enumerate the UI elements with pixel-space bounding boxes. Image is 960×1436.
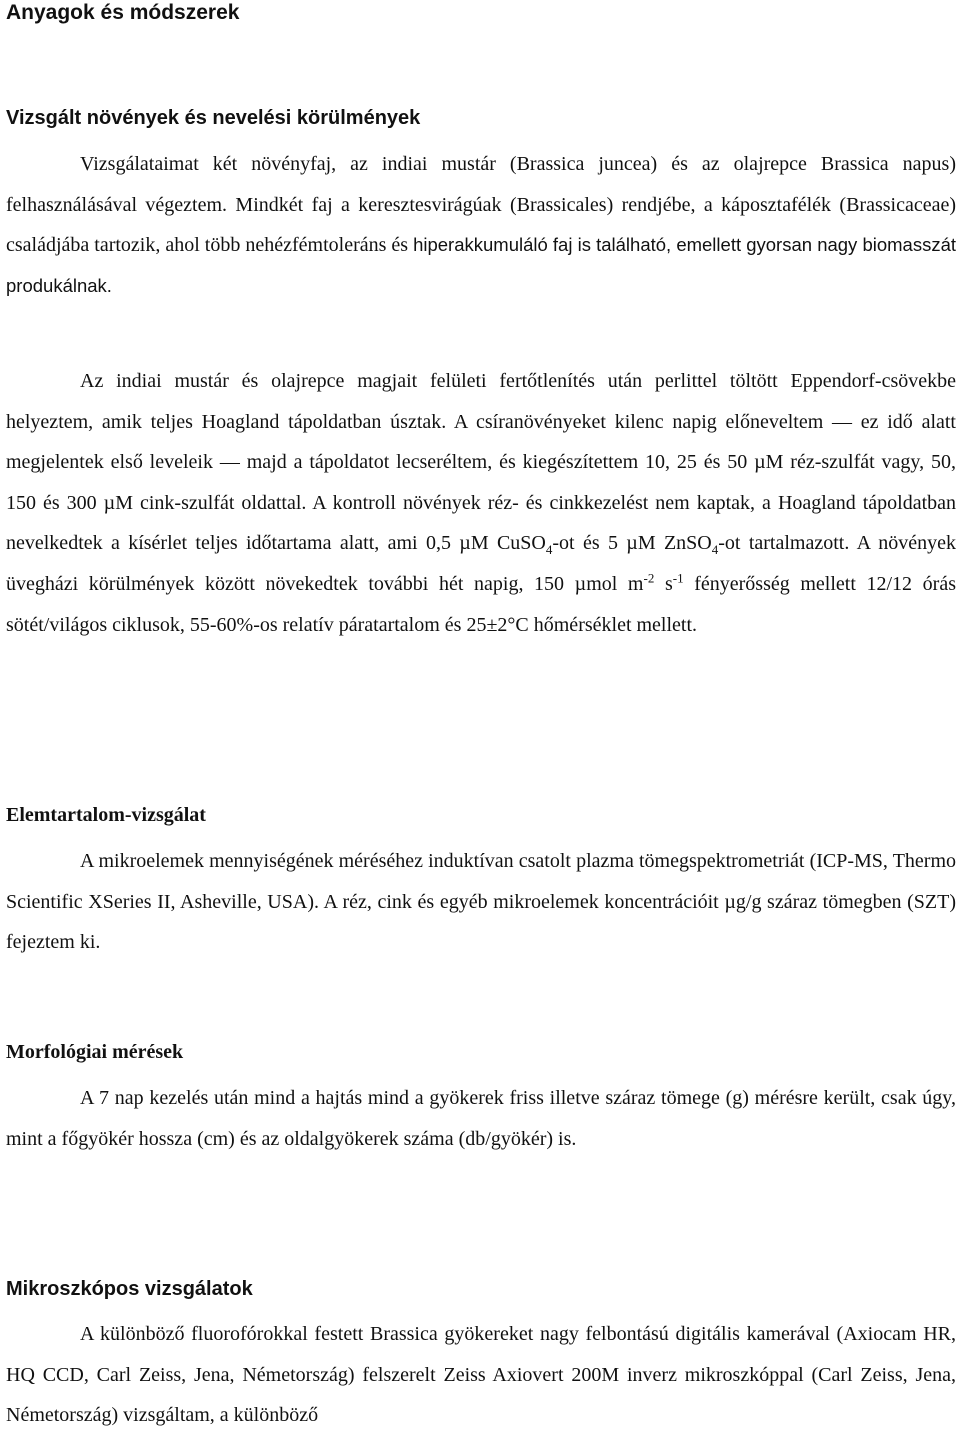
paragraph-plants-methods-text-c: -ot tartalmazott. A növények üvegházi körülmények között növekedtek további hét napig, 150 µmol m xyxy=(6,532,957,595)
paragraph-plants-methods-text-d: s xyxy=(654,572,673,595)
paragraph-plants-methods-text-a: Az indiai mustár és olajrepce magjait felületi fertőtlenítés után perlittel töltött Eppendorf-csövekbe helyeztem, amik teljes Hoagland tápoldatban úsztak. A csíranövényeket kilenc napig előneveltem ― ez idő alatt megjelentek első leveleik ― majd a tápoldatot lecseréltem, és kiegészítettem 10, 25 és 50 µM réz-szulfát vagy, 50, 150 és 300 µM cink-szulfát oldattal. A kontroll növények réz- és cinkkezelést nem kaptak, a Hoagland tápoldatban nevelkedtek a kísérlet teljes időtartama alatt, ami 0,5 µM CuSO xyxy=(6,370,956,555)
subscript-znso4: 4 xyxy=(711,542,719,558)
paragraph-microscopy: A különböző fluorofórokkal festett Brassica gyökereket nagy felbontású digitális kamerával (Axiocam HR, HQ CCD, Carl Zeiss, Jena, Németország) felszerelt Zeiss Axiovert 200M inverz mikroszkóppal (Carl Zeiss, Jena, Németország) vizsgáltam, a különböző xyxy=(6,1323,956,1427)
section-heading-morphology: Morfológiai mérések xyxy=(6,1041,184,1063)
paragraph-plants-intro-text-b: hiperakkumuláló faj is található, emellett gyorsan nagy biomasszát produkálnak. xyxy=(6,234,957,296)
main-heading: Anyagok és módszerek xyxy=(6,1,240,24)
paragraph-plants-methods-text-e: fényerősség mellett 12/12 órás sötét/világos ciklusok, 55-60%-os relatív páratartalom és 25±2°C hőmérséklet mellett. xyxy=(6,572,956,636)
paragraph-plants-methods xyxy=(6,361,956,645)
paragraph-plants-intro xyxy=(6,144,956,306)
paragraph-morphology: A 7 nap kezelés után mind a hajtás mind a gyökerek friss illetve száraz tömege (g) mérésre került, csak úgy, mint a főgyökér hossza (cm) és az oldalgyökerek száma (db/gyökér) is. xyxy=(6,1087,956,1150)
subscript-cuso4: 4 xyxy=(545,542,553,558)
paragraph-plants-intro-text-a: Vizsgálataimat két növényfaj, az indiai mustár (Brassica juncea) és az olajrepce Brassica napus) felhasználásával végeztem. Mindkét faj a keresztesvirágúak (Brassicales) rendjébe, a káposztafélék (Brassicaceae) családjába tartozik, ahol több nehézfémtoleráns és xyxy=(6,153,956,257)
section-heading-plants: Vizsgált növények és nevelési körülmények xyxy=(6,107,421,129)
superscript-m: -2 xyxy=(643,570,655,586)
paragraph-element-content: A mikroelemek mennyiségének méréséhez induktívan csatolt plazma tömegspektrometriát (ICP-MS, Thermo Scientific XSeries II, Asheville, USA). A réz, cink és egyéb mikroelemek koncentrációit µg/g száraz tömegben (SZT) fejeztem ki. xyxy=(6,850,956,954)
section-heading-element-content: Elemtartalom-vizsgálat xyxy=(6,804,206,826)
paragraph-plants-methods-text-b: -ot és 5 µM ZnSO xyxy=(552,532,712,555)
section-heading-microscopy: Mikroszkópos vizsgálatok xyxy=(6,1278,253,1300)
superscript-s: -1 xyxy=(672,570,684,586)
